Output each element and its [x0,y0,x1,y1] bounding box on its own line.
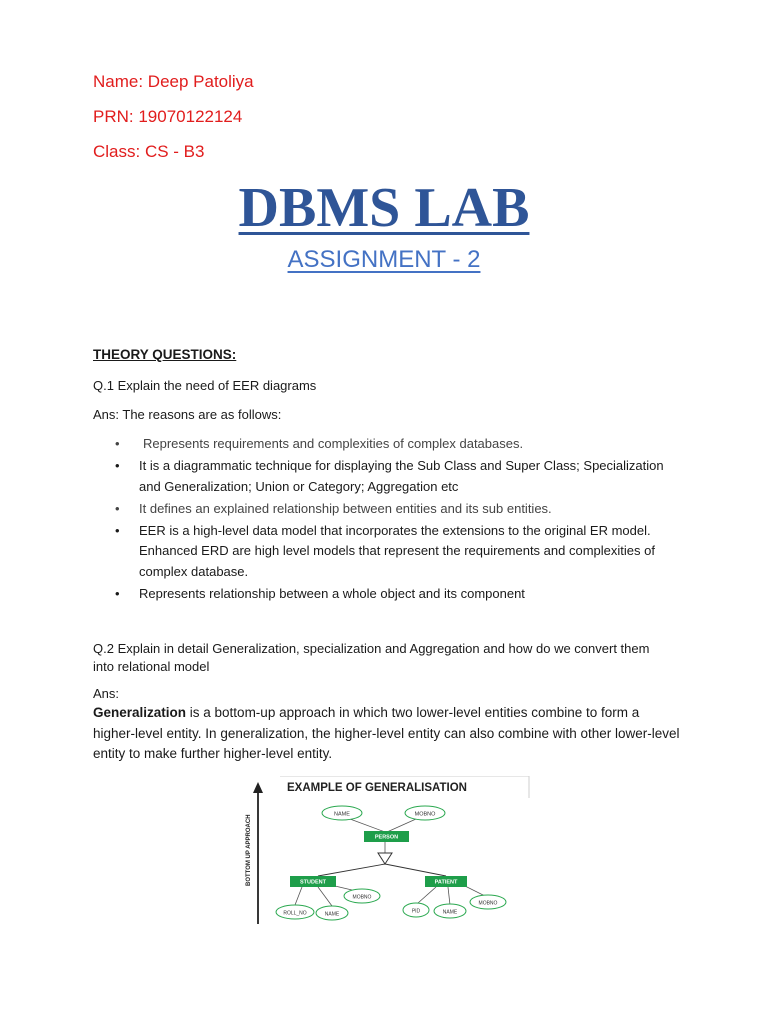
axis-label: BOTTOM UP APPROACH [246,814,252,886]
entity-person-label: PERSON [374,834,399,841]
attribute-label: NAME [442,909,458,916]
list-item: • Represents requirements and complexities of complex databases. [93,434,673,455]
student-class: Class: CS - B3 [93,142,205,161]
entity-student-label: STUDENT [300,879,326,886]
entity-patient-label: PATIENT [434,879,458,886]
answer-1-intro: Ans: The reasons are as follows: [93,407,282,422]
attribute-label: MOBNO [414,811,436,818]
subtitle-text: ASSIGNMENT - 2 [287,246,481,273]
generalisation-figure [240,776,534,926]
answer-2-intro: Ans: [93,686,120,701]
generalization-definition: is a bottom-up approach in which two lower-level entities combine to form a higher-level entity. In generalization, the higher-level entity can also combine with other lower-level entity to make further higher-level entity. [93,705,680,761]
section-heading [93,347,236,362]
generalization-paragraph [93,703,683,765]
document-subtitle [0,246,768,274]
attribute-label: MOBNO [352,894,372,901]
question-2: Q.2 Explain in detail Generalization, specialization and Aggregation and how do we convert them into relational model [93,641,650,674]
figure-title: EXAMPLE OF GENERALISATION [287,782,467,794]
question-1: Q.1 Explain the need of EER diagrams [93,378,317,393]
attribute-label: NAME [334,811,350,818]
title-text: DBMS LAB [238,177,530,239]
document-title [0,176,768,240]
student-prn: PRN: 19070122124 [93,107,243,126]
list-item: • Represents relationship between a whole object and its component [93,584,673,605]
list-item: • EER is a high-level data model that incorporates the extensions to the original ER model. Enhanced ERD are high level models that represent the requirements and complexities of complex database. [93,521,673,583]
attribute-label: PID [411,908,421,915]
attribute-label: MOBNO [478,900,498,907]
generalization-term: Generalization [93,705,187,720]
list-item: • It defines an explained relationship between entities and its sub entities. [93,499,673,520]
list-item: • It is a diagrammatic technique for displaying the Sub Class and Super Class; Specialization and Generalization; Union or Category; Aggregation etc [93,456,673,497]
answer-1-list [93,434,673,606]
attribute-label: NAME [324,911,340,918]
student-name: Name: Deep Patoliya [93,72,254,91]
attribute-label: ROLL_NO [283,910,307,917]
section-heading-text: THEORY QUESTIONS: [93,347,237,362]
